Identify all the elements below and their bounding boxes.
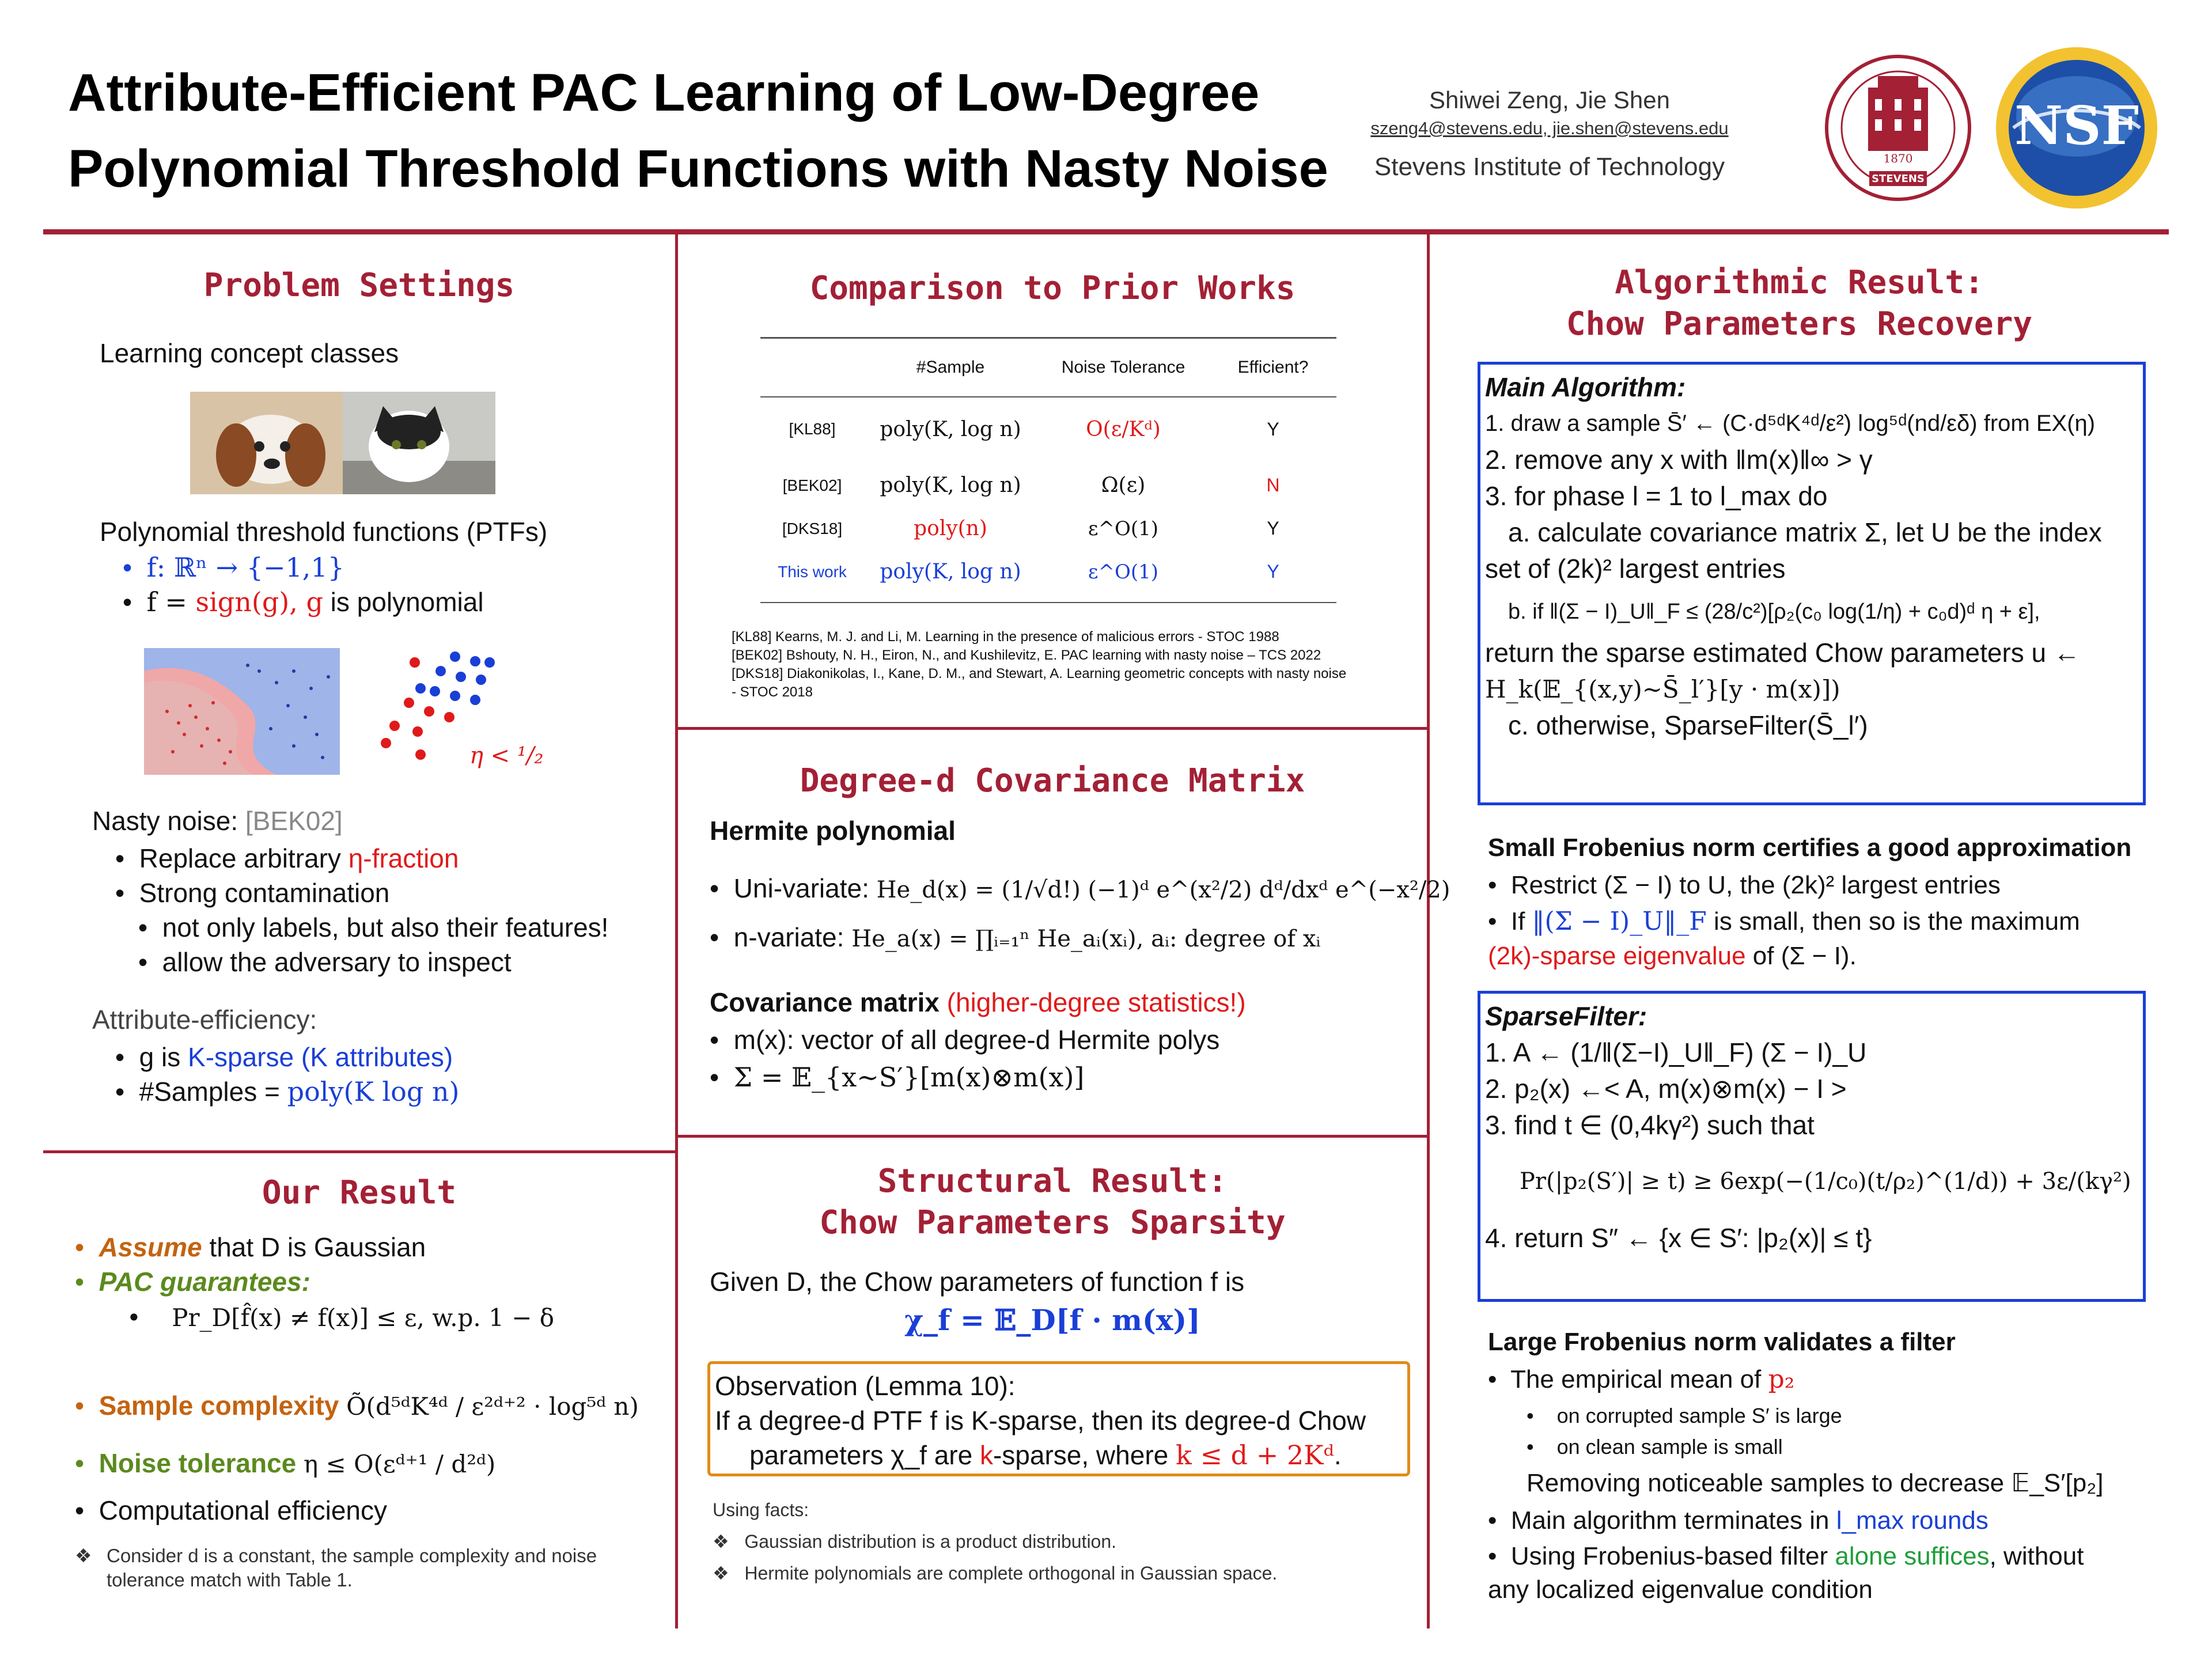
chow-parameter-formula: χ_f = 𝔼_D[f · m(x)] (904, 1303, 1200, 1337)
large-frobenius-bullet-2: • Main algorithm terminates in l_max rounds (1488, 1506, 1988, 1535)
nasty-bullet-2: • Strong contamination (115, 878, 390, 908)
algo-step-3: 3. for phase l = 1 to l_max do (1485, 481, 1828, 511)
comparison-references (732, 628, 1354, 702)
learning-concept-classes: Learning concept classes (100, 338, 399, 368)
header-noise: Noise Tolerance (1061, 357, 1185, 377)
nsf-wordmark: NSF (2014, 94, 2139, 157)
algo-step-3b-cont: return the sparse estimated Chow parameters u ← (1485, 638, 2080, 668)
poster-title (68, 55, 1328, 207)
algo-step-3b: b. if ‖(Σ − I)_U‖_F ≤ (28/c²)[ρ₂(c₀ log(1/η) + c₀d)ᵈ η + ε], (1508, 600, 2040, 624)
attribute-efficiency-bullets (115, 1040, 459, 1109)
result-pac-formula: • Pr_D[f̂(x) ≠ f(x)] ≤ ε, w.p. 1 − δ (127, 1304, 555, 1332)
large-frobenius-heading: Large Frobenius norm validates a filter (1488, 1328, 1956, 1356)
nasty-noise-points-figure (374, 645, 547, 783)
main-algorithm-heading: Main Algorithm: (1485, 372, 1686, 402)
algo-step-2: 2. remove any x with ‖m(x)‖∞ > γ (1485, 445, 1873, 475)
reference-kl88: [KL88] Kearns, M. J. and Li, M. Learning in the presence of malicious errors - STOC 1988 (732, 629, 1279, 645)
table-bottom-rule (760, 602, 1336, 603)
main-algorithm-box (1478, 362, 2146, 805)
nasty-noise-heading: Nasty noise: [BEK02] (92, 806, 343, 836)
observation-title: Observation (Lemma 10): (715, 1371, 1016, 1401)
table-row: [KL88] poly(K, log n) O(ε/Kᵈ) Y (789, 417, 1279, 441)
result-efficiency: • Computational efficiency (75, 1495, 387, 1525)
large-frobenius-bullet-1: • The empirical mean of p₂ (1488, 1365, 1795, 1394)
large-frobenius-bullet-3-cont: any localized eigenvalue condition (1488, 1575, 1873, 1604)
algo-step-3c: c. otherwise, SparseFilter(S̄_l′) (1508, 710, 1868, 740)
table-header-row (760, 340, 1336, 395)
column-divider-2 (1427, 234, 1430, 1628)
problem-settings-title: Problem Settings (203, 267, 515, 304)
result-assume: • Assume that D is Gaussian (75, 1232, 426, 1262)
sparse-filter-step-2: 2. p₂(x) ←< A, m(x)⊗m(x) − I > (1485, 1074, 1847, 1104)
small-frobenius-bullet-1: • Restrict (Σ − I) to U, the (2k)² largest entries (1488, 871, 2001, 899)
stevens-wordmark: STEVENS (1872, 173, 1925, 185)
header-sample: #Sample (916, 357, 985, 377)
reference-dks18: [DKS18] Diakonikolas, I., Kane, D. M., and Stewart, A. Learning geometric concepts with nasty noise - STOC 2018 (732, 666, 1347, 700)
table-row: [DKS18] poly(n) ε^O(1) Y (782, 517, 1279, 540)
ptf-decision-region-figure (144, 648, 340, 775)
nsf-logo (1990, 41, 2163, 214)
our-result-title: Our Result (262, 1174, 457, 1211)
fact-1: ❖ Gaussian distribution is a product distribution. (713, 1531, 1117, 1552)
large-frobenius-sub-2: • on clean sample is small (1527, 1435, 1783, 1459)
sparse-filter-step-3-formula: Pr(|p₂(S′)| ≥ t) ≥ 6exp(−(1/c₀)(t/ρ₂)^(1/d)) + 3ε/(kγ²) (1520, 1168, 2131, 1195)
result-noise-tolerance: • Noise tolerance η ≤ O(εᵈ⁺¹ / d²ᵈ) (75, 1448, 496, 1478)
table-row: This work poly(K, log n) ε^O(1) Y (778, 560, 1279, 584)
sparse-filter-heading: SparseFilter: (1485, 1001, 1647, 1031)
small-frobenius-bullet-2: • If ‖(Σ − I)_U‖_F is small, then so is the maximum (1488, 907, 2080, 936)
result-pac: • PAC guarantees: (75, 1267, 310, 1297)
ptf-bullet-1: • f: ℝⁿ → {−1,1} (123, 552, 344, 583)
title-line-2: Polynomial Threshold Functions with Nasty Noise (68, 139, 1328, 198)
nasty-bullet-1: • Replace arbitrary η-fraction (115, 843, 459, 873)
author-emails[interactable]: szeng4@stevens.edu, jie.shen@stevens.edu (1370, 118, 1729, 138)
table-top-rule (760, 337, 1336, 339)
small-frobenius-bullet-3: (2k)-sparse eigenvalue of (Σ − I). (1488, 942, 1857, 970)
ptf-heading: Polynomial threshold functions (PTFs) (100, 517, 548, 547)
sparse-filter-step-1: 1. A ← (1/‖(Σ−I)_U‖_F) (Σ − I)_U (1485, 1037, 1867, 1067)
ptf-bullet-2: • f = sign(g), g is polynomial (123, 586, 484, 618)
comparison-table (760, 340, 1336, 593)
algorithmic-title (1430, 262, 2169, 345)
observation-line-1: If a degree-d PTF f is K-sparse, then its degree-d Chow (715, 1406, 1366, 1435)
stevens-year: 1870 (1883, 151, 1913, 165)
structural-title (678, 1161, 1427, 1244)
covariance-bullet-1: • m(x): vector of all degree-d Hermite polys (710, 1025, 1220, 1055)
observation-line-2: parameters χ_f are k-sparse, where k ≤ d + 2Kᵈ. (749, 1440, 1342, 1471)
column-divider-1 (675, 234, 678, 1628)
attr-bullet-1: • g is K-sparse (K attributes) (115, 1042, 453, 1072)
hermite-univariate: • Uni-variate: He_d(x) = (1/√d!) (−1)ᵈ e^(x²/2) dᵈ/dxᵈ e^(−x²/2) (710, 873, 1450, 903)
ptf-bullets (123, 550, 484, 619)
table-row: [BEK02] poly(K, log n) Ω(ε) N (782, 474, 1280, 497)
attribute-efficiency-heading: Attribute-efficiency: (92, 1005, 317, 1035)
algo-step-3b-formula: H_k(𝔼_{(x,y)∼S̄_l′}[y · m(x)]) (1485, 675, 1840, 703)
left-row-divider (43, 1150, 675, 1153)
institution: Stevens Institute of Technology (1374, 153, 1725, 181)
nasty-noise-bullets (115, 841, 608, 979)
large-frobenius-sub-1: • on corrupted sample S′ is large (1527, 1404, 1842, 1427)
structural-title-line-2: Chow Parameters Sparsity (819, 1204, 1286, 1241)
authors: Shiwei Zeng, Jie Shen (1429, 86, 1670, 113)
mid-row-divider-1 (678, 727, 1427, 730)
covariance-heading: Covariance matrix (higher-degree statistics!) (710, 987, 1246, 1017)
dog-cat-photo (190, 392, 495, 494)
reference-bek02: [BEK02] Bshouty, N. H., Eiron, N., and Kushilevitz, E. PAC learning with nasty noise – TCS 2022 (732, 647, 1321, 663)
large-frobenius-removing: Removing noticeable samples to decrease 𝔼_S′[p₂] (1527, 1469, 2104, 1497)
algorithmic-title-line-2: Chow Parameters Recovery (1566, 305, 2033, 343)
attr-bullet-2: • #Samples = poly(K log n) (115, 1076, 460, 1107)
structural-title-line-1: Structural Result: (877, 1162, 1228, 1200)
sparse-filter-step-4: 4. return S″ ← {x ∈ S′: |p₂(x)| ≤ t} (1485, 1223, 1872, 1253)
stevens-logo (1823, 53, 1973, 203)
title-line-1: Attribute-Efficient PAC Learning of Low-Degree (68, 63, 1260, 122)
nasty-bullet-4: • allow the adversary to inspect (138, 947, 512, 977)
large-frobenius-bullet-3: • Using Frobenius-based filter alone suffices, without (1488, 1542, 2084, 1570)
mid-row-divider-2 (678, 1135, 1427, 1138)
using-facts-heading: Using facts: (713, 1499, 809, 1520)
hermite-multivariate: • n-variate: He_a(x) = ∏ᵢ₌₁ⁿ He_aᵢ(xᵢ), aᵢ: degree of xᵢ (710, 922, 1321, 952)
algo-step-3a: a. calculate covariance matrix Σ, let U be the index (1508, 517, 2102, 547)
observation-box (707, 1361, 1410, 1476)
nasty-bullet-3: • not only labels, but also their features! (138, 912, 609, 942)
eta-label: η < ¹/₂ (469, 743, 544, 769)
fact-2: ❖ Hermite polynomials are complete orthogonal in Gaussian space. (713, 1563, 1278, 1584)
algorithmic-title-line-1: Algorithmic Result: (1615, 264, 1984, 301)
header-efficient: Efficient? (1237, 357, 1309, 377)
algo-step-1: 1. draw a sample S̄′ ← (C·d⁵ᵈK⁴ᵈ/ε²) log⁵ᵈ(nd/εδ) from EX(η) (1485, 411, 2096, 436)
small-frobenius-heading: Small Frobenius norm certifies a good approximation (1488, 834, 2132, 862)
sparse-filter-box (1478, 991, 2146, 1302)
covariance-bullet-2: • Σ = 𝔼_{x∼S′}[m(x)⊗m(x)] (710, 1062, 1085, 1093)
structural-given: Given D, the Chow parameters of function f is (710, 1267, 1245, 1297)
hermite-heading: Hermite polynomial (710, 816, 956, 846)
covariance-title: Degree-d Covariance Matrix (800, 762, 1305, 800)
comparison-title: Comparison to Prior Works (809, 270, 1296, 307)
result-note: ❖ Consider d is a constant, the sample complexity and noise tolerance match with Table 1. (75, 1545, 597, 1590)
header-divider (43, 229, 2169, 234)
result-sample-complexity: • Sample complexity Õ(d⁵ᵈK⁴ᵈ / ε²ᵈ⁺² · log⁵ᵈ n) (75, 1391, 639, 1421)
algo-step-3a-cont: set of (2k)² largest entries (1485, 554, 1786, 584)
sparse-filter-step-3: 3. find t ∈ (0,4kγ²) such that (1485, 1110, 1815, 1140)
